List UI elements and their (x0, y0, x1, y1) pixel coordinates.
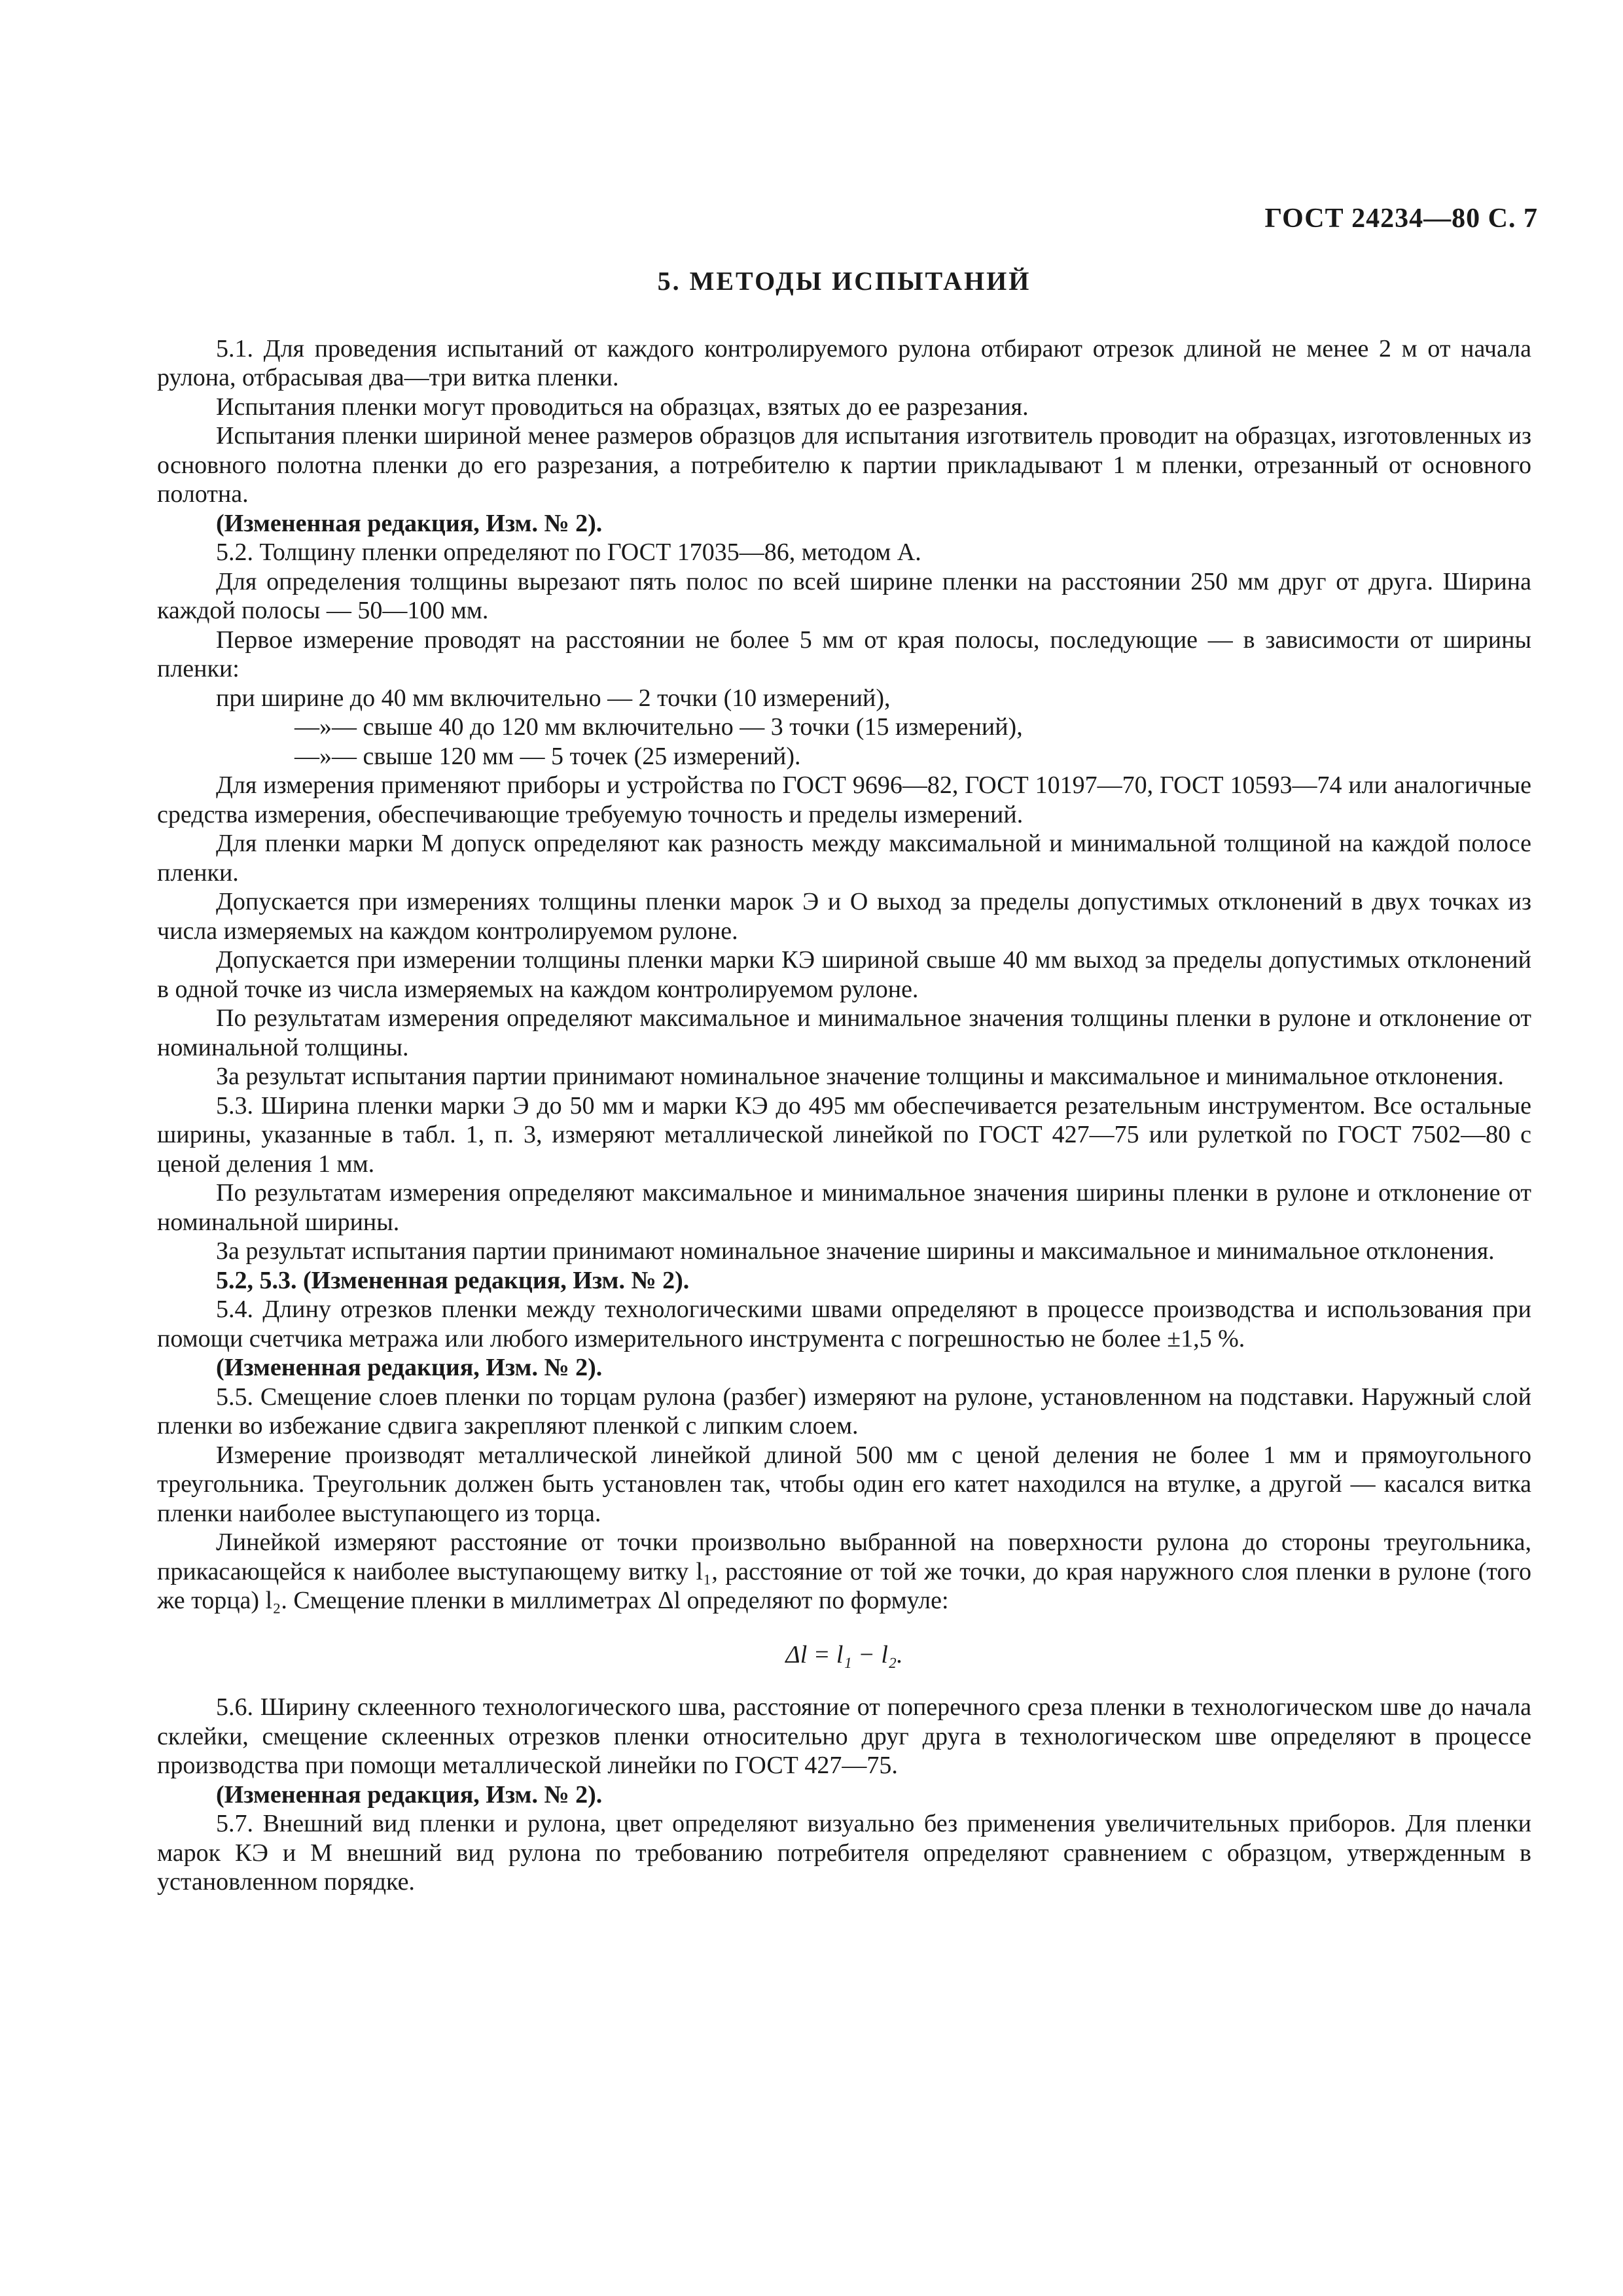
paragraph: По результатам измерения определяют максимальное и минимальное значения ширины пленки в рулоне и отклонение от номинальной ширины. (157, 1179, 1531, 1236)
amendment-note: (Измененная редакция, Изм. № 2). (216, 1780, 603, 1809)
page-header: ГОСТ 24234—80 С. 7 (1264, 203, 1538, 234)
document-body (157, 334, 1531, 1897)
paragraph: За результат испытания партии принимают номинальное значение толщины и максимальное и минимальное отклонения. (216, 1063, 1504, 1090)
list-item: —»— свыше 40 до 120 мм включительно — 3 точки (15 измерений), (294, 713, 1023, 741)
paragraph: Допускается при измерениях толщины пленки марок Э и О выход за пределы допустимых отклонений в двух точках из числа измеряемых на каждом контролируемом рулоне. (157, 888, 1531, 945)
paragraph: Для определения толщины вырезают пять полос по всей ширине пленки на расстоянии 250 мм друг от друга. Ширина каждой полосы — 50—100 мм. (157, 567, 1531, 624)
formula: Δl = l₁ − l₂. (785, 1640, 903, 1669)
amendment-note: (Измененная редакция, Изм. № 2). (216, 509, 603, 537)
paragraph: Для измерения применяют приборы и устройства по ГОСТ 9696—82, ГОСТ 10197—70, ГОСТ 10593—74 или аналогичные средства измерения, обеспечивающие требуемую точность и пределы измерений. (157, 771, 1531, 828)
paragraph: Испытания пленки могут проводиться на образцах, взятых до ее разрезания. (216, 393, 1029, 421)
paragraph: 5.5. Смещение слоев пленки по торцам рулона (разбег) измеряют на рулоне, установленном на подставки. Наружный слой пленки во избежание сдвига закрепляют пленкой с липким слоем. (157, 1383, 1531, 1439)
section-title: 5. МЕТОДЫ ИСПЫТАНИЙ (657, 266, 1031, 296)
paragraph: Первое измерение проводят на расстоянии не более 5 мм от края полосы, последующие — в зависимости от ширины пленки: (157, 626, 1531, 682)
paragraph: 5.1. Для проведения испытаний от каждого контролируемого рулона отбирают отрезок длиной не менее 2 м от начала рулона, отбрасывая два—три витка пленки. (157, 334, 1531, 391)
paragraph: По результатам измерения определяют максимальное и минимальное значения толщины пленки в рулоне и отклонение от номинальной толщины. (157, 1004, 1531, 1061)
paragraph: Испытания пленки шириной менее размеров образцов для испытания изготвитель проводит на образцах, изготовленных из основного полотна пленки до его разрезания, а потребителю к партии прикладывают 1 м пленки, отрезанный от основного полотна. (157, 422, 1531, 508)
paragraph: 5.3. Ширина пленки марки Э до 50 мм и марки КЭ до 495 мм обеспечивается резательным инструментом. Все остальные ширины, указанные в табл. 1, п. 3, измеряют металлической линейкой по ГОСТ 427—75 или рулеткой по ГОСТ 7502—80 с ценой деления 1 мм. (157, 1091, 1531, 1178)
list-item: —»— свыше 120 мм — 5 точек (25 измерений). (294, 742, 801, 770)
paragraph: 5.6. Ширину склеенного технологического шва, расстояние от поперечного среза пленки в технологическом шве до начала склейки, смещение склеенных отрезков пленки относительно друг друга в технологическом шве определяют в процессе производства при помощи металлической линейки по ГОСТ 427—75. (157, 1693, 1531, 1779)
paragraph: Измерение производят металлической линейкой длиной 500 мм с ценой деления не более 1 мм и прямоугольного треугольника. Треугольник должен быть установлен так, чтобы один его катет находился на втулке, а другой — касался витка пленки наиболее выступающего из торца. (157, 1441, 1531, 1527)
amendment-note: 5.2, 5.3. (Измененная редакция, Изм. № 2). (216, 1266, 690, 1294)
list-item: при ширине до 40 мм включительно — 2 точки (10 измерений), (216, 684, 891, 712)
paragraph: 5.4. Длину отрезков пленки между технологическими швами определяют в процессе производства и использования при помощи счетчика метража или любого измерительного инструмента с погрешностью не более ±1,5 %. (157, 1296, 1531, 1352)
paragraph: Допускается при измерении толщины пленки марки КЭ шириной свыше 40 мм выход за пределы допустимых отклонений в одной точке из числа измеряемых на каждом контролируемом рулоне. (157, 946, 1531, 1003)
paragraph: 5.7. Внешний вид пленки и рулона, цвет определяют визуально без применения увеличительных приборов. Для пленки марок КЭ и М внешний вид рулона по требованию потребителя определяют сравнением с образцом, утвержденным в установленном порядке. (157, 1810, 1531, 1896)
paragraph: 5.2. Толщину пленки определяют по ГОСТ 17035—86, методом А. (216, 539, 921, 566)
paragraph: За результат испытания партии принимают номинальное значение ширины и максимальное и минимальное отклонения. (216, 1237, 1495, 1265)
paragraph: Линейкой измеряют расстояние от точки произвольно выбранной на поверхности рулона до стороны треугольника, прикасающейся к наиболее выступающему витку l₁, расстояние от той же точки, до края наружного слоя пленки в рулоне (того же торца) l₂. Смещение пленки в миллиметрах Δl определяют по формуле: (157, 1528, 1531, 1614)
paragraph: Для пленки марки М допуск определяют как разность между максимальной и минимальной толщиной на каждой полосе пленки. (157, 830, 1531, 887)
amendment-note: (Измененная редакция, Изм. № 2). (216, 1354, 603, 1381)
